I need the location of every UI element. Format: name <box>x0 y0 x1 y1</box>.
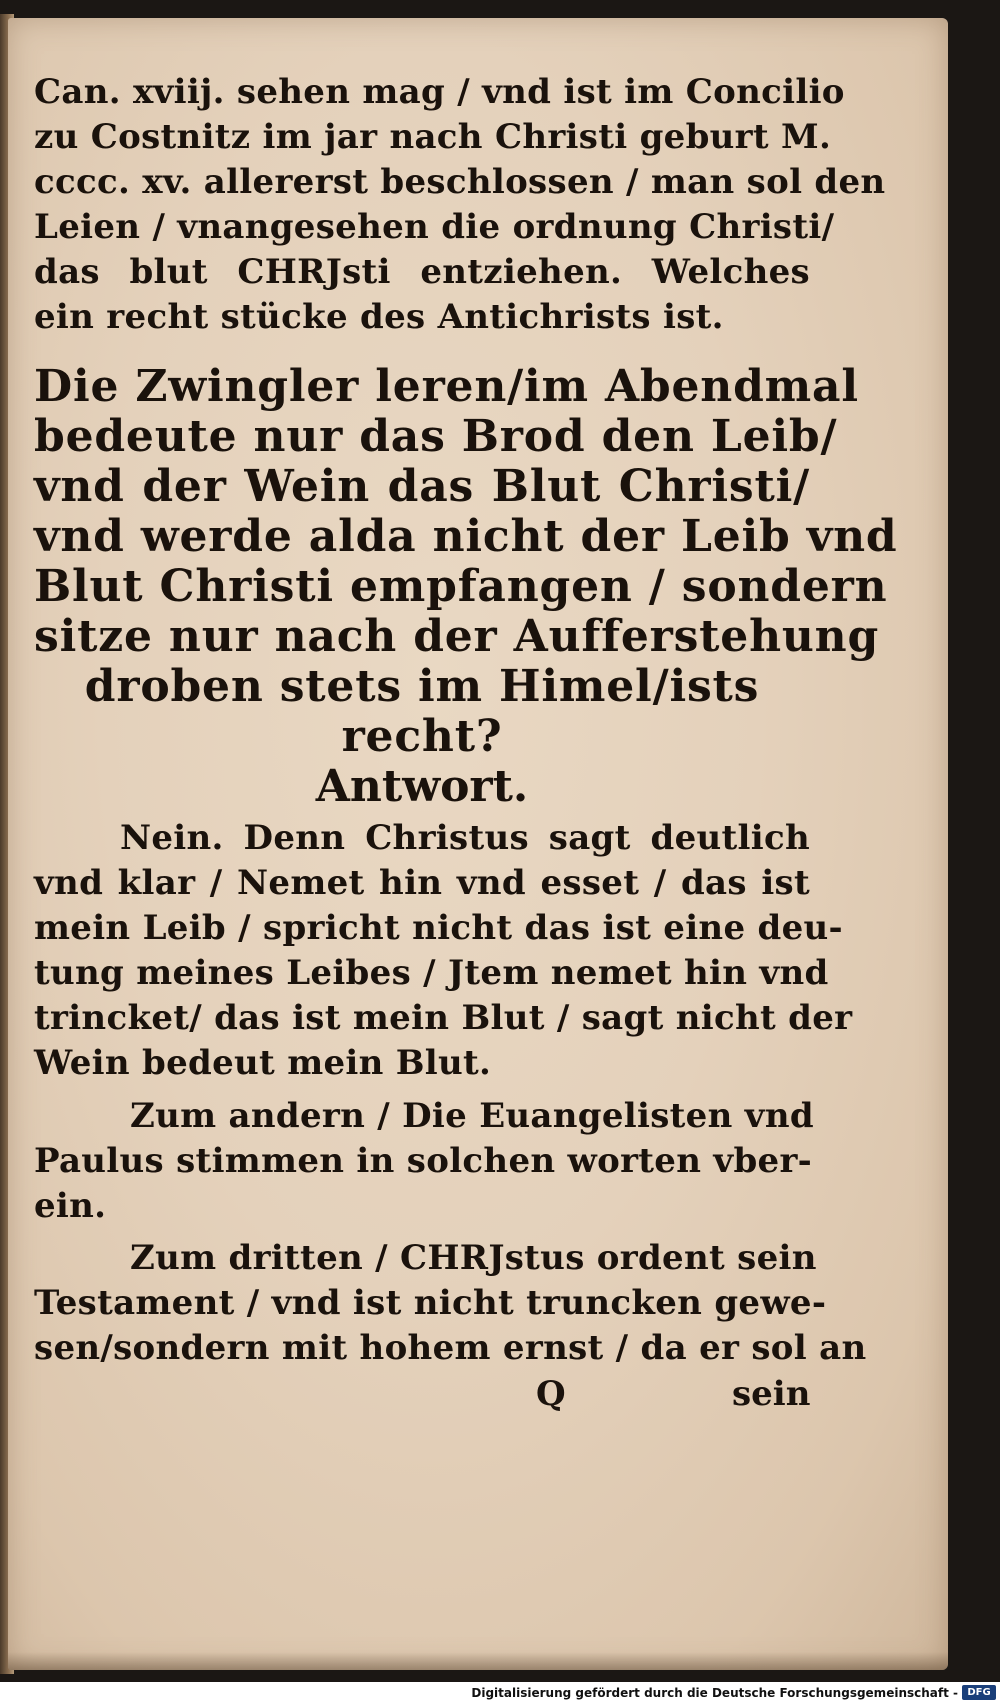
text-line: mein Leib / spricht nicht das ist eine deu- <box>34 908 843 948</box>
text-line: Zum andern / Die Euangelisten vnd <box>130 1096 814 1136</box>
page-bottom-shadow <box>8 1652 948 1670</box>
text-line: ein. <box>34 1186 107 1226</box>
text-line: Can. xviij. sehen mag / vnd ist im Concilio <box>34 72 845 112</box>
text-line: Nein. Denn Christus sagt deutlich <box>120 818 810 858</box>
text-line: ein recht stücke des Antichrists ist. <box>34 297 724 337</box>
text-line: das blut CHRJsti entziehen. Welches <box>34 252 810 292</box>
question-line: vnd der Wein das Blut Christi/ <box>34 461 810 512</box>
question-line: droben stets im Himel/ists <box>84 661 760 712</box>
footer-credit: Digitalisierung gefördert durch die Deutsche Forschungsgemeinschaft - <box>471 1686 958 1700</box>
text-line: trincket/ das ist mein Blut / sagt nicht der <box>34 998 853 1038</box>
question-line: bedeute nur das Brod den Leib/ <box>34 411 838 462</box>
text-line: Testament / vnd ist nicht truncken gewe- <box>34 1283 827 1323</box>
text-line: Leien / vnangesehen die ordnung Christi/ <box>34 207 835 247</box>
catchword: sein <box>732 1374 811 1414</box>
text-line: zu Costnitz im jar nach Christi geburt M. <box>34 117 832 157</box>
signature-mark: Q <box>536 1374 566 1414</box>
answer-heading: Antwort. <box>315 761 529 812</box>
text-line: Paulus stimmen in solchen worten vber- <box>34 1141 813 1181</box>
dfg-logo: DFG <box>962 1685 996 1700</box>
question-line: Blut Christi empfangen / sondern <box>34 561 888 612</box>
text-line: vnd klar / Nemet hin vnd esset / das ist <box>34 863 810 903</box>
text-line: Zum dritten / CHRJstus ordent sein <box>130 1238 817 1278</box>
text-line: cccc. xv. allererst beschlossen / man sol den <box>34 162 886 202</box>
question-line: sitze nur nach der Aufferstehung <box>34 611 880 662</box>
question-line: recht? <box>341 711 503 762</box>
text-line: tung meines Leibes / Jtem nemet hin vnd <box>34 953 829 993</box>
text-line: sen/sondern mit hohem ernst / da er sol an <box>34 1328 867 1368</box>
text-line: Wein bedeut mein Blut. <box>34 1043 492 1083</box>
question-line: vnd werde alda nicht der Leib vnd <box>34 511 898 562</box>
question-line: Die Zwingler leren/im Abendmal <box>34 361 859 412</box>
